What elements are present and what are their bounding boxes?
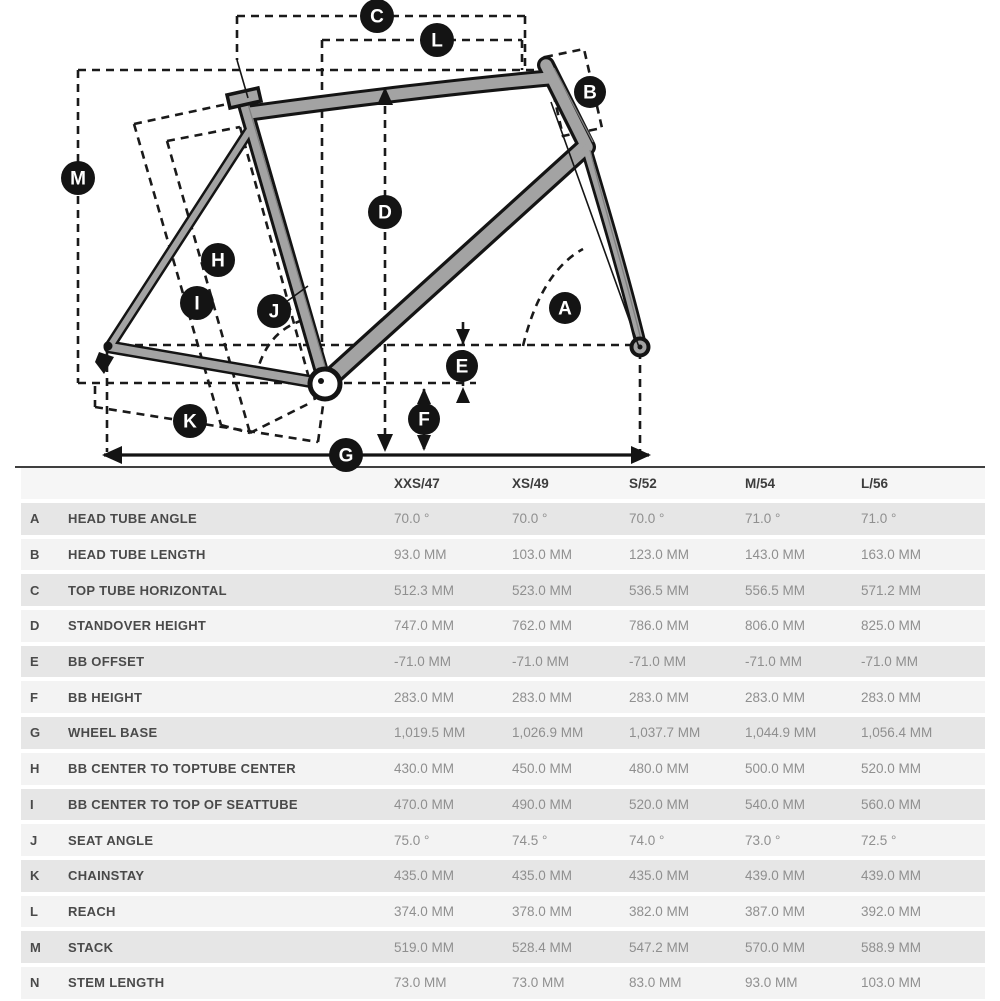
marker-c: [360, 0, 394, 33]
row-key: C: [30, 582, 40, 598]
fork: [586, 148, 641, 345]
row-label: STEM LENGTH: [68, 975, 165, 991]
row-label: CHAINSTAY: [68, 868, 145, 884]
table-row: [21, 965, 985, 1001]
cell-value: 1,026.9 MM: [512, 725, 584, 741]
cell-value: 1,044.9 MM: [745, 725, 817, 741]
row-label: STACK: [68, 939, 114, 955]
marker-m: [61, 161, 95, 195]
size-header: S/52: [629, 476, 657, 491]
marker-d: [368, 195, 402, 229]
table-row: [21, 751, 985, 787]
cell-value: 520.0 MM: [861, 761, 922, 777]
cell-value: 283.0 MM: [745, 689, 806, 705]
row-key: I: [30, 796, 34, 812]
cell-value: 523.0 MM: [512, 582, 573, 598]
cell-value: 72.5 °: [861, 832, 897, 848]
cell-value: 70.0 °: [394, 511, 430, 527]
cell-value: 560.0 MM: [861, 796, 922, 812]
cell-value: 1,019.5 MM: [394, 725, 466, 741]
cell-value: 70.0 °: [512, 511, 548, 527]
marker-letter: H: [211, 250, 225, 272]
cell-value: 1,037.7 MM: [629, 725, 701, 741]
marker-letter: M: [70, 168, 86, 190]
row-label: SEAT ANGLE: [68, 832, 154, 848]
cell-value: 439.0 MM: [861, 868, 922, 884]
cell-value: 382.0 MM: [629, 903, 690, 919]
row-label: BB CENTER TO TOP OF SEATTUBE: [68, 796, 298, 812]
marker-k: [173, 404, 207, 438]
cell-value: 528.4 MM: [512, 939, 573, 955]
cell-value: 570.0 MM: [745, 939, 806, 955]
table-row: [21, 501, 985, 537]
table-row: [21, 894, 985, 930]
cell-value: 283.0 MM: [512, 689, 573, 705]
seat-tube: [243, 99, 325, 384]
table-row: [21, 608, 985, 644]
cell-value: 747.0 MM: [394, 618, 455, 634]
cell-value: 83.0 MM: [629, 975, 682, 991]
cell-value: 500.0 MM: [745, 761, 806, 777]
wheelbase-arrow-right: [631, 446, 651, 464]
cell-value: 439.0 MM: [745, 868, 806, 884]
cell-value: 73.0 °: [745, 832, 781, 848]
cell-value: 103.0 MM: [512, 547, 573, 563]
cell-value: 123.0 MM: [629, 547, 690, 563]
row-key: M: [30, 939, 41, 955]
cell-value: 480.0 MM: [629, 761, 690, 777]
table-row: [21, 679, 985, 715]
marker-j: [257, 294, 291, 328]
marker-letter: C: [370, 6, 384, 28]
table-row: [21, 644, 985, 680]
cell-value: 786.0 MM: [629, 618, 690, 634]
row-label: HEAD TUBE LENGTH: [68, 547, 206, 563]
chain-stay: [110, 347, 325, 384]
marker-i: [180, 286, 214, 320]
marker-l: [420, 23, 454, 57]
row-key: F: [30, 689, 38, 705]
cell-value: 519.0 MM: [394, 939, 455, 955]
table-row: [21, 929, 985, 965]
geometry-table: [15, 466, 985, 1001]
row-key: N: [30, 975, 40, 991]
cell-value: 378.0 MM: [512, 903, 573, 919]
table-row: [21, 715, 985, 751]
cell-value: 71.0 °: [861, 511, 897, 527]
derailleur-hanger: [95, 352, 114, 374]
size-header: XS/49: [512, 476, 549, 491]
row-key: H: [30, 761, 40, 777]
cell-value: 435.0 MM: [394, 868, 455, 884]
row-label: REACH: [68, 903, 116, 919]
cell-value: 536.5 MM: [629, 582, 690, 598]
cell-value: 73.0 MM: [394, 975, 447, 991]
marker-g: [329, 438, 363, 472]
cell-value: 103.0 MM: [861, 975, 922, 991]
wheelbase-arrow-left: [102, 446, 122, 464]
cell-value: 588.9 MM: [861, 939, 922, 955]
table-header-row: [21, 468, 985, 501]
cell-value: -71.0 MM: [629, 654, 687, 670]
cell-value: 450.0 MM: [512, 761, 573, 777]
row-key: G: [30, 725, 41, 741]
cell-value: 75.0 °: [394, 832, 430, 848]
bb-height-arrow-down: [417, 435, 431, 451]
row-key: K: [30, 868, 40, 884]
table-row: [21, 572, 985, 608]
row-key: J: [30, 832, 38, 848]
standover-arrow-down: [377, 434, 393, 452]
cell-value: 806.0 MM: [745, 618, 806, 634]
cell-value: 430.0 MM: [394, 761, 455, 777]
cell-value: 392.0 MM: [861, 903, 922, 919]
cell-value: 435.0 MM: [512, 868, 573, 884]
marker-letter: L: [431, 30, 443, 52]
cell-value: 163.0 MM: [861, 547, 922, 563]
cell-value: 143.0 MM: [745, 547, 806, 563]
cell-value: 387.0 MM: [745, 903, 806, 919]
cell-value: 512.3 MM: [394, 582, 455, 598]
cell-value: 73.0 MM: [512, 975, 565, 991]
cell-value: 1,056.4 MM: [861, 725, 933, 741]
cell-value: 825.0 MM: [861, 618, 922, 634]
row-label: WHEEL BASE: [68, 725, 158, 741]
cell-value: 490.0 MM: [512, 796, 573, 812]
table-row: [21, 822, 985, 858]
row-key: L: [30, 903, 38, 919]
marker-f: [408, 403, 440, 435]
bottom-bracket: [310, 369, 340, 399]
row-label: HEAD TUBE ANGLE: [68, 511, 197, 527]
cell-value: 435.0 MM: [629, 868, 690, 884]
table-row: [21, 858, 985, 894]
cell-value: 71.0 °: [745, 511, 781, 527]
row-key: B: [30, 547, 40, 563]
marker-letter: B: [583, 82, 597, 104]
cell-value: -71.0 MM: [861, 654, 919, 670]
bb-offset-arrow-up: [456, 387, 470, 403]
cell-value: 93.0 MM: [745, 975, 798, 991]
cell-value: 74.5 °: [512, 832, 548, 848]
marker-letter: F: [418, 409, 430, 431]
marker-b: [574, 76, 606, 108]
marker-letter: G: [338, 445, 354, 467]
row-label: TOP TUBE HORIZONTAL: [68, 582, 227, 598]
marker-letter: K: [183, 411, 197, 433]
cell-value: 374.0 MM: [394, 903, 455, 919]
marker-letter: J: [268, 301, 280, 323]
marker-letter: A: [558, 298, 572, 320]
row-key: D: [30, 618, 40, 634]
marker-a: [549, 292, 581, 324]
row-key: E: [30, 654, 39, 670]
marker-letter: D: [378, 202, 392, 224]
cell-value: 571.2 MM: [861, 582, 922, 598]
row-label: BB HEIGHT: [68, 689, 143, 705]
cell-value: -71.0 MM: [745, 654, 803, 670]
row-key: A: [30, 511, 40, 527]
cell-value: 93.0 MM: [394, 547, 447, 563]
row-label: STANDOVER HEIGHT: [68, 618, 207, 634]
table-row: [21, 537, 985, 573]
size-header: XXS/47: [394, 476, 440, 491]
bb-offset-arrow-down: [456, 329, 470, 345]
cell-value: 283.0 MM: [861, 689, 922, 705]
geometry-diagram: [0, 0, 1000, 466]
cell-value: -71.0 MM: [512, 654, 570, 670]
rear-axle: [104, 342, 113, 351]
marker-h: [201, 243, 235, 277]
cell-value: 470.0 MM: [394, 796, 455, 812]
cell-value: 556.5 MM: [745, 582, 806, 598]
table-row: [21, 787, 985, 823]
cell-value: -71.0 MM: [394, 654, 452, 670]
cell-value: 547.2 MM: [629, 939, 690, 955]
cell-value: 283.0 MM: [394, 689, 455, 705]
cell-value: 520.0 MM: [629, 796, 690, 812]
row-label: BB CENTER TO TOPTUBE CENTER: [68, 761, 296, 777]
marker-letter: E: [455, 356, 469, 378]
marker-e: [446, 350, 478, 382]
cell-value: 283.0 MM: [629, 689, 690, 705]
cell-value: 762.0 MM: [512, 618, 573, 634]
cell-value: 540.0 MM: [745, 796, 806, 812]
size-header: M/54: [745, 476, 776, 491]
size-header: L/56: [861, 476, 889, 491]
cell-value: 70.0 °: [629, 511, 665, 527]
cell-value: 74.0 °: [629, 832, 665, 848]
marker-letter: I: [194, 293, 200, 315]
row-label: BB OFFSET: [68, 654, 145, 670]
bb-height-arrow-up: [417, 388, 431, 404]
top-tube: [250, 78, 549, 113]
seat-stay: [110, 131, 249, 346]
